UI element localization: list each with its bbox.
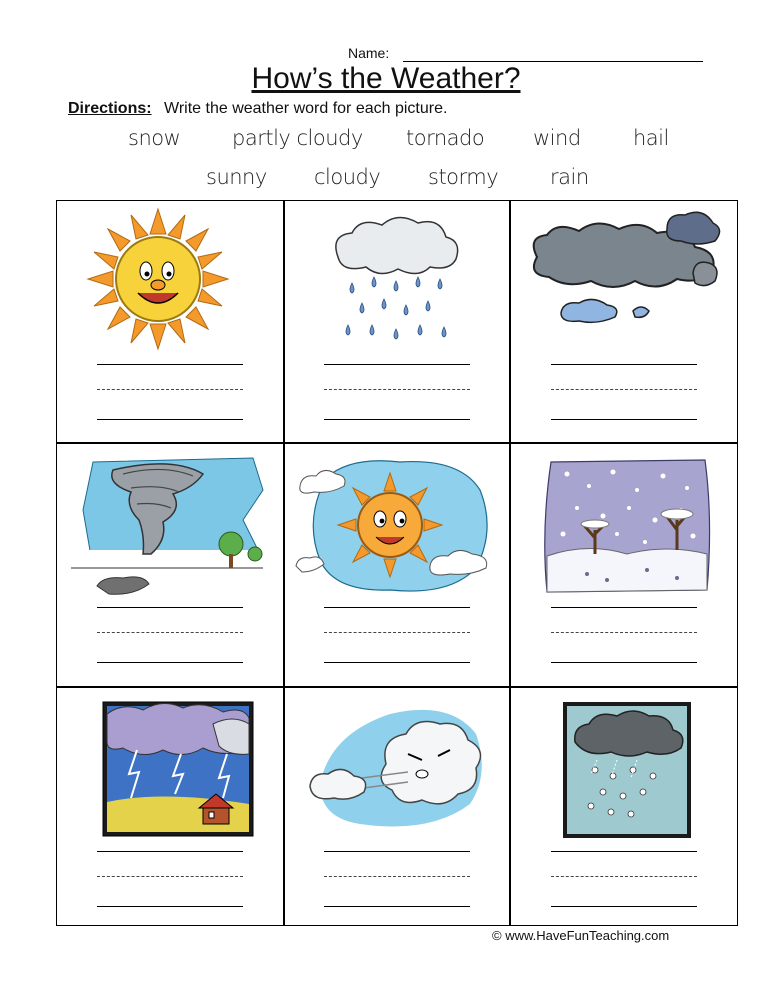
storm-scene-icon: [63, 694, 278, 844]
picture-cell-5: [284, 444, 511, 686]
answer-line[interactable]: [97, 364, 243, 365]
directions-text: Write the weather word for each picture.: [164, 100, 448, 117]
answer-line[interactable]: [97, 662, 243, 663]
word-wind: wind: [533, 126, 581, 150]
answer-guide-line: [324, 632, 470, 633]
answer-guide-line: [324, 876, 470, 877]
answer-line[interactable]: [551, 906, 697, 907]
picture-cell-7: [57, 688, 284, 930]
picture-cell-6: [511, 444, 738, 686]
word-cloudy: cloudy: [314, 165, 381, 189]
word-sunny: sunny: [206, 165, 267, 189]
picture-cell-2: [284, 201, 511, 443]
answer-line[interactable]: [551, 851, 697, 852]
answer-guide-line: [97, 876, 243, 877]
copyright-footer: © www.HaveFunTeaching.com: [492, 928, 670, 943]
dark-clouds-icon: [517, 207, 732, 357]
answer-guide-line: [551, 876, 697, 877]
partly-cloudy-sun-icon: [290, 450, 505, 600]
picture-cell-9: [511, 688, 738, 930]
answer-line[interactable]: [97, 906, 243, 907]
answer-guide-line: [97, 632, 243, 633]
answer-line[interactable]: [551, 364, 697, 365]
picture-grid: [56, 200, 738, 926]
word-stormy: stormy: [428, 165, 499, 189]
answer-guide-line: [97, 389, 243, 390]
answer-line[interactable]: [97, 607, 243, 608]
picture-cell-3: [511, 201, 738, 443]
answer-line[interactable]: [324, 419, 470, 420]
answer-line[interactable]: [324, 906, 470, 907]
name-row: [348, 45, 389, 61]
picture-cell-8: [284, 688, 511, 930]
rain-cloud-icon: [290, 207, 505, 357]
picture-cell-1: [57, 201, 284, 443]
answer-line[interactable]: [551, 419, 697, 420]
picture-cell-4: [57, 444, 284, 686]
answer-line[interactable]: [324, 607, 470, 608]
word-partly-cloudy: partly cloudy: [232, 126, 363, 150]
word-hail: hail: [633, 126, 669, 150]
word-rain: rain: [550, 165, 589, 189]
hail-cloud-icon: [517, 694, 732, 844]
page-title: How’s the Weather?: [251, 62, 521, 95]
directions: [68, 100, 447, 118]
word-tornado: tornado: [406, 126, 485, 150]
name-label: Name:: [348, 45, 390, 61]
answer-line[interactable]: [324, 851, 470, 852]
snow-scene-icon: [517, 450, 732, 600]
answer-line[interactable]: [324, 662, 470, 663]
answer-guide-line: [551, 389, 697, 390]
answer-guide-line: [324, 389, 470, 390]
tornado-icon: [63, 450, 278, 600]
answer-guide-line: [551, 632, 697, 633]
answer-line[interactable]: [97, 851, 243, 852]
answer-line[interactable]: [324, 364, 470, 365]
wind-cloud-icon: [290, 694, 505, 844]
answer-line[interactable]: [97, 419, 243, 420]
sun-icon: [63, 207, 278, 357]
answer-line[interactable]: [551, 607, 697, 608]
answer-line[interactable]: [551, 662, 697, 663]
directions-label: Directions:: [68, 100, 152, 117]
word-snow: snow: [128, 126, 181, 150]
